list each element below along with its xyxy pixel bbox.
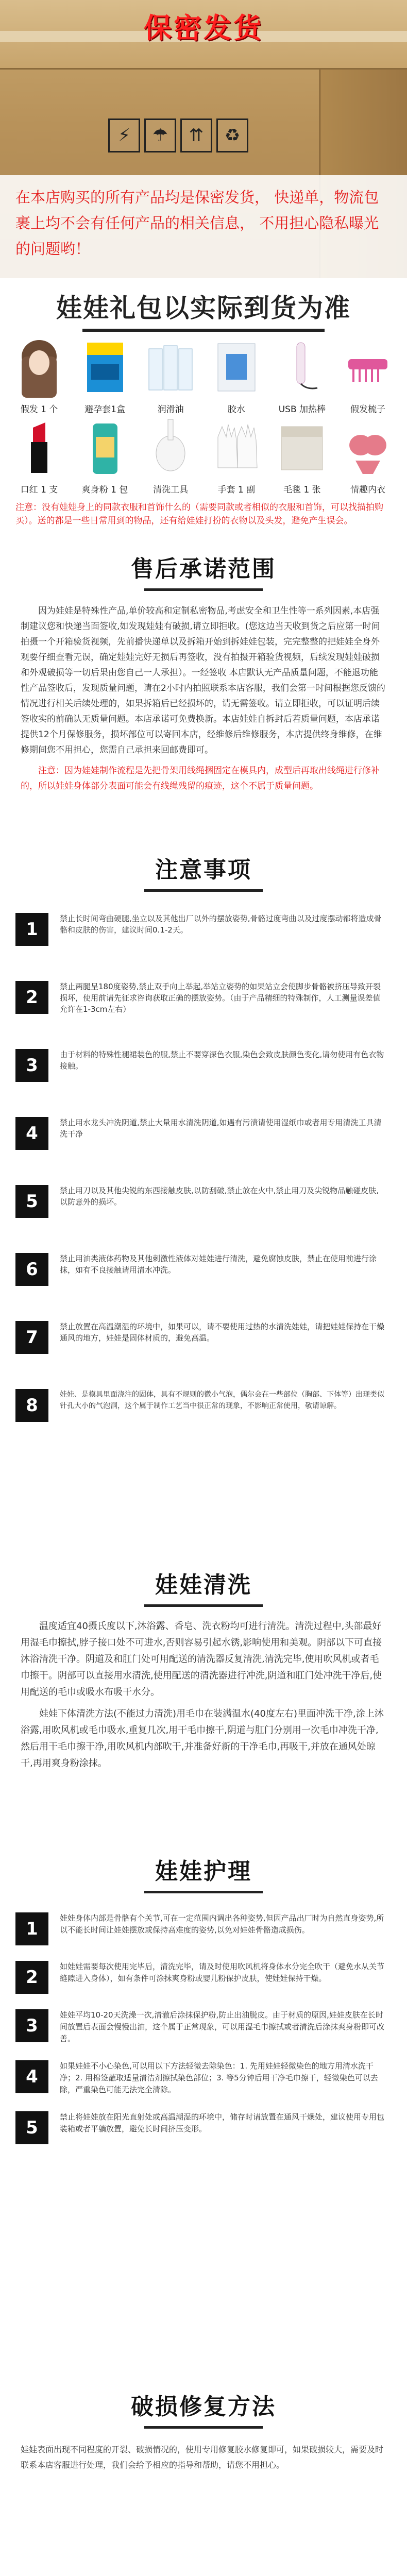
- cleaning-header: [0, 1566, 407, 1607]
- note-number-badge: 4: [15, 1117, 48, 1150]
- glue-icon: [208, 335, 265, 399]
- gloves-icon: [208, 415, 265, 479]
- gift-pack-note-text: 注意：没有娃娃身上的同款衣服和首饰什么的（需要同款或者相似的衣服和首饰，可以找描拍购买）。送的都是一些日常用到的物品，还有给娃娃打扮的衣物以及头发，避免产生误会。: [15, 502, 383, 526]
- blanket-icon: [273, 415, 331, 479]
- care-title: 娃娃护理: [155, 1858, 252, 1885]
- gift-row: [6, 335, 401, 415]
- note-item: [0, 975, 407, 1036]
- repair-section: [0, 2388, 407, 2576]
- recycle-icon: ♻: [216, 118, 248, 152]
- care-number-badge: 2: [15, 1961, 48, 1994]
- cleaning-tool-icon: [142, 415, 199, 479]
- note-item: [0, 1179, 407, 1240]
- condom-box-icon: [76, 335, 134, 399]
- after-sales-text: 因为娃娃是特殊性产品,单价较高和定制私密物品,考虑安全和卫生性等一系列因素,本店强制建议您和快递当面签收,如发现娃娃有破损,请立即拒收。(您这边当天收到货之后应第一时间拍摄一个开箱验货视频，先前播快递单以及拆箱开始到拆娃娃包装，完完整整的把娃娃全身外观要仔细查看无误，确定娃娃完好无损后再签收，没有拍摄开箱验货视频，后续发现娃娃破损和外观破损等一切后果由您自己一人承担）。一经签收 本店默认无产品质量问题，不能退功能性产品签收后，发现质量问题，请在2小时内拍照联系本店客服，我们会第一时间根据您反馈的情况进行相关后续处理的，如果拆箱后已经损坏的，请无需签收。请立即拒收，可以证明后续签收实的前确认无质量问题。本店承诺可免费换新。本店娃娃自拆封后若质量问题，本店承诺提供12个月保修服务，损坏部位可以寄回本店，经维修后维修服务，本店提供终身维修，在维修期间您不用担心，您需自己承担来回邮费即可。: [21, 606, 385, 755]
- note-number-badge: 6: [15, 1253, 48, 1286]
- care-text: 如娃娃需要每次使用完毕后，清洗完毕，请及时使用吹风机将身体水分完全吹干（避免水从关节缝隙进入身体），如有条件可涂抹爽身粉或婴儿粉保护皮肤，使娃娃保持干燥。: [60, 1962, 385, 1983]
- note-item: [0, 1043, 407, 1104]
- usb-heater-icon: [273, 335, 331, 399]
- after-sales-body: [0, 591, 407, 758]
- care-header: [0, 1844, 407, 1906]
- note-number-badge: 2: [15, 981, 48, 1014]
- note-number-badge: 8: [15, 1389, 48, 1422]
- note-text: 禁止两腿呈180度姿势,禁止双手向上举起,举站立姿势的如果站立会使脚步骨骼被挤压导致开裂损坏，使用前请先征求咨询获取正确的摆放姿势。（由于产品精细的特殊制作，人工测量误差值允许在1-3cm左右）: [60, 982, 381, 1014]
- gift-pack-section: [0, 278, 407, 536]
- gift-item: USB 加热棒: [271, 335, 333, 415]
- gift-pack-title: 娃娃礼包以实际到货为准: [56, 293, 351, 323]
- after-sales-section: [0, 536, 407, 840]
- care-text: 如果娃娃不小心染色,可以用以下方法轻微去除染色：1. 先用娃娃轻微染色的地方用清水洗干净；2. 用棉签蘸取适量清洁剂擦拭染色部位；3. 等5分钟后用干净毛巾擦干，轻微染色可以去除，严重染色可能无法完全清除。: [60, 2061, 378, 2094]
- care-number-badge: 1: [15, 1912, 48, 1945]
- gift-item: 爽身粉 1 包: [74, 415, 136, 496]
- gift-row: [6, 415, 401, 496]
- note-number-badge: 7: [15, 1321, 48, 1354]
- cleaning-paragraph: 娃娃下体清洗方法(不能过力清洗)用毛巾在装满温水(40度左右)里面冲洗干净,涂上沐浴露,用吹风机或毛巾吸水,重复几次,用干毛巾擦干,阴道与肛门分别用一次毛巾冲洗干净,然后用干毛巾擦干净,用吹风机内部吹干,并准备好新的干净毛巾,再吸干,并放在通风处晾干,再用爽身粉涂抹。: [21, 1708, 384, 1769]
- care-item: [0, 1906, 407, 1945]
- note-text: 娃娃、是模具里面浇注的固体，具有不规则的微小气泡，偶尔会在一些部位（胸部、下体等）出现类似针孔大小的气泡洞，这个属于制作工艺当中很正常的现象，不影响正常使用，敬请谅解。: [60, 1391, 384, 1410]
- wig-comb-icon: [339, 335, 397, 399]
- gift-items-grid: [0, 335, 407, 496]
- cleaning-body: [0, 1607, 407, 1772]
- after-sales-title: 售后承诺范围: [131, 556, 276, 582]
- notes-header: [0, 840, 407, 907]
- note-item: [0, 1247, 407, 1308]
- care-number-badge: 4: [15, 2060, 48, 2093]
- repair-text: 娃娃表面出现不同程度的开裂、破损情况的，使用专用修复胶水修复即可，如果破损较大，需要及时联系本店客服进行处理，我们会给予相应的指导和帮助，请您不用担心。: [21, 2445, 384, 2470]
- note-text: 由于材料的特殊性褪裙装色的服,禁止不要穿深色衣服,染色会致皮肤颜色变化,请勿使用有色衣物接触。: [60, 1050, 384, 1071]
- care-number-badge: 5: [15, 2111, 48, 2144]
- notes-title: 注意事项: [155, 857, 252, 883]
- note-item: [0, 1111, 407, 1172]
- discreet-shipping-section: [0, 0, 407, 278]
- box-handling-icons: [108, 118, 248, 152]
- care-section: [0, 1844, 407, 2388]
- cleaning-title: 娃娃清洗: [155, 1572, 252, 1598]
- gift-item: 清洗工具: [140, 415, 201, 496]
- care-text: 娃娃身体内部是骨骼有个关节,可在一定范围内调出各种姿势,但因产品出厂时为自然直身姿势,所以不能长时间让娃娃摆放或保持高难度的姿势,以免对娃娃骨骼造成损伤。: [60, 1913, 384, 1935]
- powder-icon: [76, 415, 134, 479]
- after-sales-header: [0, 550, 407, 591]
- title-underline: [144, 1891, 263, 1893]
- note-item: [0, 907, 407, 968]
- wig-icon: [10, 335, 68, 399]
- after-sales-warning: [0, 758, 407, 794]
- gift-item: 情趣内衣: [337, 415, 399, 496]
- after-sales-warning-text: 注意：因为娃娃制作流程是先把骨架用线绳捆固定在模具内，成型后再取出线绳进行修补的，所以娃娃身体部分表面可能会有线绳残留的痕迹，这个不属于质量问题。: [21, 766, 380, 791]
- gift-item: 假发梳子: [337, 335, 399, 415]
- gift-item: 润滑油: [140, 335, 201, 415]
- note-text: 禁止用油类液体药物及其他刺激性液体对娃娃进行清洗，避免腐蚀皮肤，禁止在使用前进行涂抹，如有不良接触请用清水冲洗。: [60, 1254, 377, 1275]
- title-underline: [82, 329, 325, 332]
- cleaning-section: [0, 1566, 407, 1844]
- cleaning-paragraph: 温度适宜40摄氏度以下,沐浴露、香皂、洗衣粉均可进行清洗。清洗过程中,头部最好用湿毛巾擦拭,脖子接口处不可进水,否则容易引起水锈,影响使用和美观。阴部以下可直接沐浴清洗干净。阴道及和肛门处可用配送的清洗器反复清洗,清洗完毕,使用吹风机或者毛巾擦干。阴部可以直接用水清洗,使用配送的清洗器进行冲洗,阴道和肛门处冲洗干净后,使用配送的毛巾或吸水布吸干水分。: [21, 1621, 382, 1698]
- note-text: 禁止用水龙头冲洗阴道,禁止大量用水清洗阴道,如遇有污渍请使用湿纸巾或者用专用清洗工具清洗干净: [60, 1118, 382, 1139]
- repair-title: 破损修复方法: [131, 2394, 276, 2420]
- gift-item: 毛毯 1 张: [271, 415, 333, 496]
- lipstick-icon: [10, 415, 68, 479]
- note-item: [0, 1383, 407, 1444]
- note-item: [0, 1315, 407, 1376]
- repair-header: [0, 2388, 407, 2429]
- gift-item: 假发 1 个: [8, 335, 70, 415]
- gift-item: 胶水: [206, 335, 267, 415]
- care-item: [0, 2054, 407, 2096]
- notes-section: [0, 840, 407, 1566]
- care-item: [0, 2003, 407, 2045]
- lingerie-icon: [339, 415, 397, 479]
- care-item: [0, 1955, 407, 1994]
- note-number-badge: 3: [15, 1049, 48, 1082]
- note-number-badge: 1: [15, 913, 48, 946]
- this-side-up-icon: ⇈: [180, 118, 212, 152]
- gift-item: 手套 1 副: [206, 415, 267, 496]
- title-underline: [144, 889, 263, 892]
- gift-pack-header: [0, 278, 407, 335]
- fragile-icon: ⚡: [108, 118, 140, 152]
- care-text: 娃娃平均10-20天洗澡一次,清澈后涂抹保护粉,防止出油脱皮。由于材质的原因,娃娃皮肤在长时间放置后表面会慢慢出油，这个属于正常现象，可以用湿毛巾擦拭或者清洗后涂抹爽身粉即可改善。: [60, 2010, 385, 2043]
- privacy-notice-text: 在本店购买的所有产品均是保密发货， 快递单，物流包裹上均不会有任何产品的相关信息， 不用担心隐私曝光的问题哟！: [15, 189, 379, 258]
- gift-item: 口红 1 支: [8, 415, 70, 496]
- care-text: 禁止将娃娃放在阳光直射处或高温潮湿的环境中，储存时请放置在通风干燥处，建议使用专用包装箱或者平躺放置，避免长时间挤压变形。: [60, 2112, 385, 2133]
- gift-pack-note: [0, 496, 407, 536]
- lubricant-icon: [142, 335, 199, 399]
- note-text: 禁止用刀以及其他尖锐的东西接触皮肤,以防刮破,禁止放在火中,禁止用刀及尖锐物品触碰皮肤,以防意外的损坏。: [60, 1186, 379, 1207]
- note-text: 禁止长时间弯曲硬腿,坐立以及其他出厂以外的摆放姿势,骨骼过度弯曲以及过度摆动都将造成骨骼和皮肤的伤害，建议时间0.1-2天。: [60, 914, 382, 935]
- privacy-notice: [0, 175, 407, 278]
- gift-item: 避孕套1盒: [74, 335, 136, 415]
- keep-dry-icon: ☂: [144, 118, 176, 152]
- note-number-badge: 5: [15, 1185, 48, 1218]
- discreet-shipping-title: 保密发货: [144, 12, 263, 44]
- repair-body: [0, 2429, 407, 2473]
- care-number-badge: 3: [15, 2009, 48, 2042]
- care-item: [0, 2105, 407, 2144]
- note-text: 禁止放置在高温潮湿的环境中，如果可以，请不要使用过热的水清洗娃娃，请把娃娃保持在干燥通风的地方，娃娃是固体材质的，避免高温。: [60, 1322, 385, 1343]
